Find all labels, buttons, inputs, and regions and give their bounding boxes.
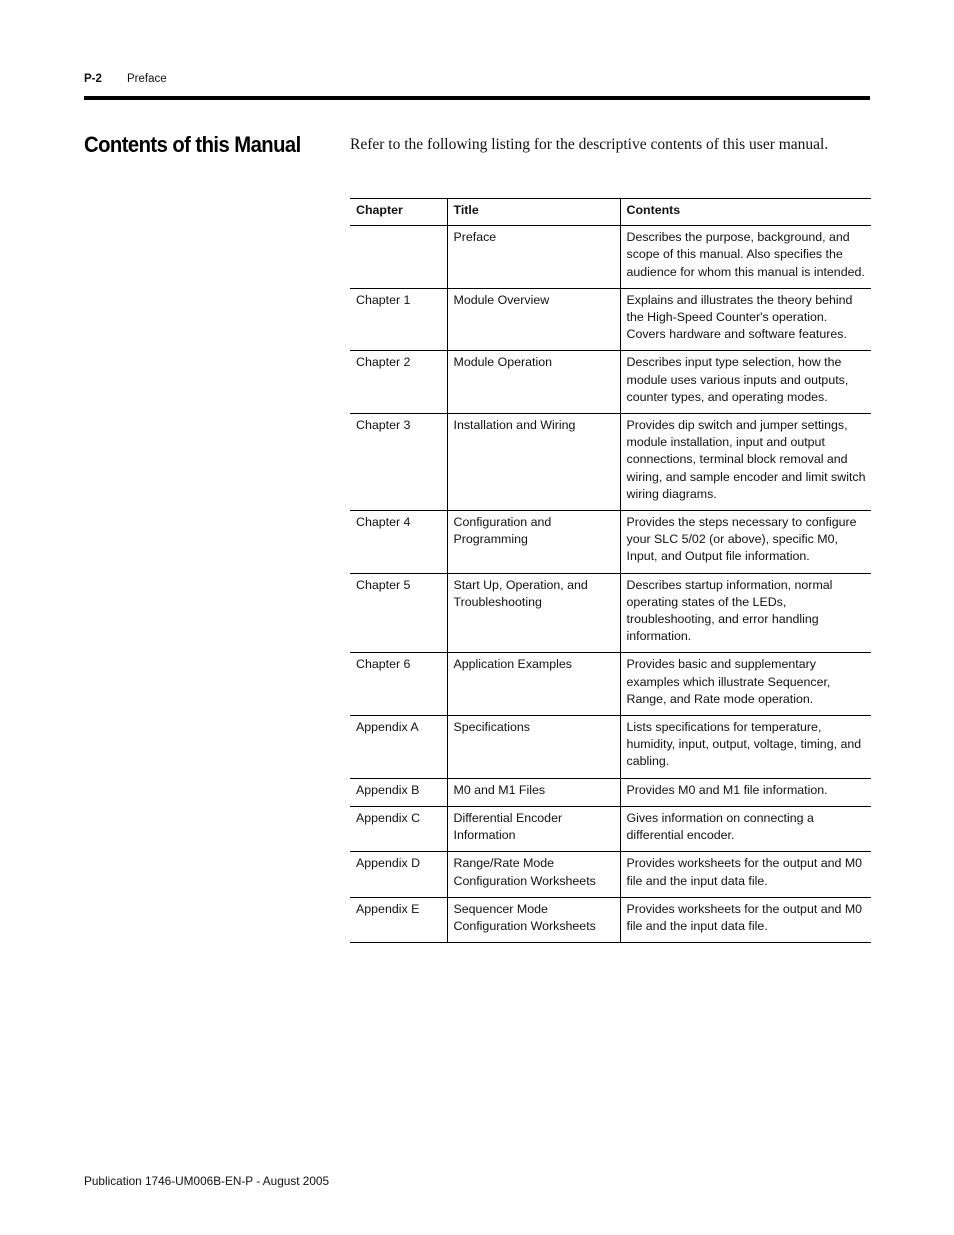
chapter-cell: Appendix C [350,806,447,851]
publication-footer: Publication 1746-UM006B-EN-P - August 2005 [84,1174,330,1188]
section-title: Contents of this Manual [84,132,301,157]
contents-cell: Provides worksheets for the output and M0 file and the input data file. [620,897,871,942]
contents-cell: Describes the purpose, background, and scope of this manual. Also specifies the audience for whom this manual is intended. [620,226,871,289]
chapter-cell: Appendix D [350,852,447,897]
intro-paragraph: Refer to the following listing for the descriptive contents of this user manual. [350,136,829,153]
chapter-cell: Chapter 1 [350,288,447,351]
contents-cell: Provides worksheets for the output and M0 file and the input data file. [620,852,871,897]
contents-cell: Gives information on connecting a differential encoder. [620,806,871,851]
table-row [350,288,871,351]
chapter-cell: Chapter 4 [350,511,447,574]
contents-cell: Describes startup information, normal operating states of the LEDs, troubleshooting, and error handling information. [620,573,871,653]
chapter-cell [350,226,447,289]
header-section-name: Preface [127,73,167,85]
table-header [350,199,871,226]
table-header-row [350,199,871,226]
table-row [350,852,871,897]
table-row [350,653,871,716]
column-header-title: Title [447,199,620,226]
title-cell: Configuration and Programming [447,511,620,574]
table-row [350,226,871,289]
chapter-cell: Appendix B [350,778,447,806]
table-row [350,716,871,779]
chapter-cell: Appendix A [350,716,447,779]
table-row [350,778,871,806]
chapter-cell: Appendix E [350,897,447,942]
page-number: P-2 [84,73,102,85]
header-rule [84,96,870,100]
title-cell: Sequencer Mode Configuration Worksheets [447,897,620,942]
title-cell: Module Overview [447,288,620,351]
table-row [350,414,871,511]
table-row [350,511,871,574]
column-header-chapter: Chapter [350,199,447,226]
table-row [350,897,871,942]
contents-cell: Provides dip switch and jumper settings, module installation, input and output connections, terminal block removal and wiring, and sample encoder and limit switch wiring diagrams. [620,414,871,511]
contents-cell: Provides basic and supplementary examples which illustrate Sequencer, Range, and Rate mode operation. [620,653,871,716]
chapter-cell: Chapter 2 [350,351,447,414]
chapter-cell: Chapter 5 [350,573,447,653]
title-cell: Range/Rate Mode Configuration Worksheets [447,852,620,897]
title-cell: Preface [447,226,620,289]
title-cell: Application Examples [447,653,620,716]
contents-cell: Provides the steps necessary to configure your SLC 5/02 (or above), specific M0, Input, and Output file information. [620,511,871,574]
title-cell: Start Up, Operation, and Troubleshooting [447,573,620,653]
contents-cell: Lists specifications for temperature, humidity, input, output, voltage, timing, and cabling. [620,716,871,779]
title-cell: Differential Encoder Information [447,806,620,851]
contents-cell: Provides M0 and M1 file information. [620,778,871,806]
title-cell: Specifications [447,716,620,779]
title-cell: M0 and M1 Files [447,778,620,806]
table-body [350,226,871,943]
contents-table [350,198,871,943]
chapter-cell: Chapter 3 [350,414,447,511]
table-row [350,806,871,851]
column-header-contents: Contents [620,199,871,226]
table-row [350,573,871,653]
chapter-cell: Chapter 6 [350,653,447,716]
contents-cell: Describes input type selection, how the module uses various inputs and outputs, counter types, and operating modes. [620,351,871,414]
contents-cell: Explains and illustrates the theory behind the High-Speed Counter's operation. Covers hardware and software features. [620,288,871,351]
title-cell: Installation and Wiring [447,414,620,511]
table-row [350,351,871,414]
title-cell: Module Operation [447,351,620,414]
running-header [84,73,167,85]
